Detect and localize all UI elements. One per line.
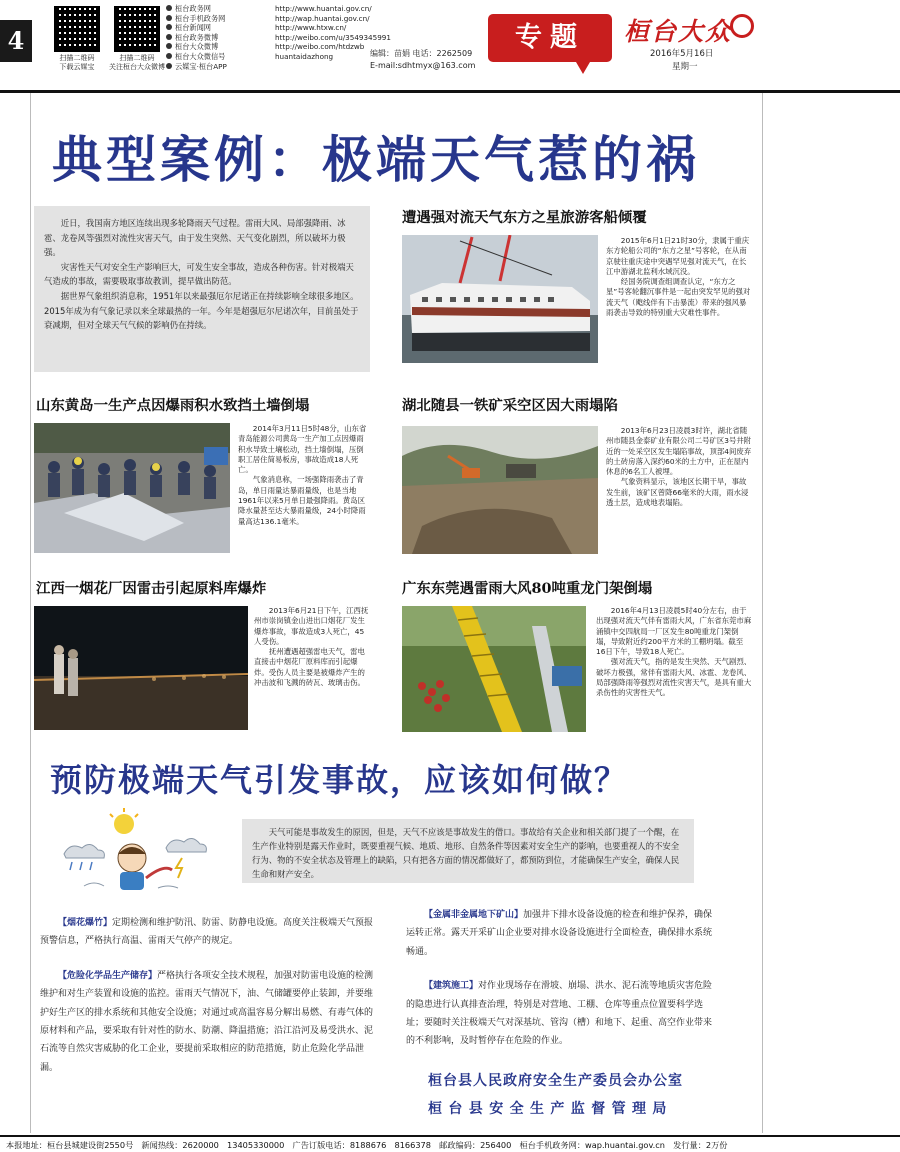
case-body-ship <box>606 236 752 318</box>
bullet-icon <box>166 43 172 49</box>
advice-key: 【危险化学品生产储存】 <box>58 970 158 981</box>
case-body-gantry <box>596 606 752 699</box>
link-name: 云媒宝·桓台APP <box>175 61 227 71</box>
advice-key: 【建筑施工】 <box>424 981 479 992</box>
link-row[interactable] <box>166 23 391 33</box>
case-paragraph: 气象消息称，一场强降雨袭击了青岛，单日雨量达暴雨量级，也是当地1961年以来5月单日最强降雨。黄岛区降水量甚至达大暴雨量级，24小时降雨量高达136.1毫米。 <box>238 475 366 526</box>
link-row[interactable] <box>166 62 391 72</box>
signature-bureau: 桓台县安全生产监督管理局 <box>428 1101 673 1117</box>
section-intro-text: 天气可能是事故发生的原因，但是，天气不应该是事故发生的借口。事故给有关企业和相关部门提了一个醒，在生产作业特别是露天作业时，既要重视气候、地质、地形、自然条件等因素对安全生产的影响，也要重视人的不安全行为、物的不安全状态及管理上的缺陷，只有把各方面的情况都做好了，都预防到位，才能确保生产安全，确保人民生命和财产安全。 <box>252 827 680 879</box>
advice-key: 【烟花爆竹】 <box>58 918 113 928</box>
link-name: 桓台政务网 <box>175 4 211 13</box>
case-paragraph: 2015年6月1日21时30分，隶属于重庆东方轮船公司的“东方之星”号客轮，在从南京驶往重庆途中突遇罕见强对流天气，在长江中游湖北监利水域沉没。 <box>606 236 750 276</box>
brand-logo-text: 桓台大众 <box>624 17 733 46</box>
qr-caption-1 <box>46 54 108 72</box>
footer-rule <box>0 1135 900 1137</box>
case-body-mine <box>606 426 752 508</box>
link-row[interactable] <box>166 14 391 24</box>
link-url: http://weibo.com/u/3549345991 <box>275 32 391 42</box>
photo-fireworks-explosion <box>34 606 248 730</box>
case-title-wall: 山东黄岛一生产点因爆雨积水致挡土墙倒塌 <box>36 397 310 414</box>
link-name: 桓台手机政务网 <box>175 13 226 23</box>
bullet-icon <box>166 24 172 30</box>
case-body-fireworks <box>254 606 370 688</box>
advice-key: 【金属非金属地下矿山】 <box>424 910 524 920</box>
email-line: E-mail:sdhtmyx@163.com <box>370 61 476 70</box>
case-title-ship: 遭遇强对流天气东方之星旅游客船倾覆 <box>402 209 647 226</box>
bullet-icon <box>166 5 172 11</box>
date-text: 2016年5月16日 <box>650 49 714 59</box>
bullet-icon <box>166 53 172 59</box>
weather-cartoon-illustration <box>54 808 214 900</box>
intro-box <box>34 206 370 372</box>
case-paragraph: 抚州遭遇超强雷电天气，雷电直接击中烟花厂原料库而引起爆炸。受伤人员主要是被爆炸产生的冲击波和飞溅的砖瓦、玻璃击伤。 <box>254 647 365 688</box>
case-paragraph: 2013年6月21日下午，江西抚州市崇岗镇金山进出口烟花厂发生爆炸事故，事故造成3人死亡，45人受伤。 <box>254 606 369 646</box>
footer-info: 本报地址：桓台县城建设街2550号 新闻热线：2620000 13405330000 广告订版电话：8188676 8166378 邮政编码：256400 桓台手机政务网：wap.huantai.gov.cn 发行量：2万份 <box>6 1140 728 1150</box>
advice-text: 定期检测和维护防汛、防雷、防静电设施。高度关注极端天气预报预警信息，严格执行高温、雷雨天气停产的规定。 <box>40 918 374 947</box>
intro-paragraph: 灾害性天气对安全生产影响巨大，可发生安全事故，造成各种伤害。针对极端天气造成的事故，需要吸取事故教训，提早做出防范。 <box>44 261 354 287</box>
link-row[interactable] <box>166 33 391 43</box>
link-row[interactable] <box>166 42 391 52</box>
qr2-caption-line2: 关注桓台大众微博 <box>109 63 165 71</box>
advice-left-column <box>40 914 374 1077</box>
frame-left <box>30 93 31 1133</box>
bullet-icon <box>166 34 172 40</box>
link-url: huantaidazhong <box>275 51 334 61</box>
section-title: 预防极端天气引发事故，应该如何做？ <box>50 761 629 799</box>
page-number: 4 <box>0 20 32 62</box>
section-intro-box <box>242 819 694 883</box>
link-row[interactable] <box>166 52 391 62</box>
case-paragraph: 经国务院调查组调查认定，“东方之星”号客轮翻沉事件是一起由突发罕见的强对流天气（飑线伴有下击暴流）带来的强风暴雨袭击导致的特别重大灾难性事件。 <box>606 277 751 318</box>
link-url: http://www.huantai.gov.cn/ <box>275 4 372 13</box>
case-title-fireworks: 江西一烟花厂因雷击引起原料库爆炸 <box>36 580 267 597</box>
case-paragraph: 2013年6月23日凌晨3时许，湖北省随州市随县金泰矿业有限公司二号矿区3号井附近的一处采空区发生塌陷事故，顶部4间废弃的土砖房落入深约60米的土方中，正在屋内休息的6名工人被埋。 <box>606 426 752 477</box>
advice-construction <box>406 977 716 1051</box>
advice-text: 加强井下排水设备设施的检查和维护保养，确保运转正常。露天开采矿山企业要对排水设备设施进行全面检查，确保排水系统畅通。 <box>406 910 713 957</box>
editor-line: 编辑：苗娟 电话：2262509 <box>370 49 473 58</box>
photo-gantry-collapse <box>402 606 586 732</box>
bullet-icon <box>166 63 172 69</box>
case-title-mine: 湖北随县一铁矿采空区因大雨塌陷 <box>402 397 618 414</box>
advice-right-column <box>406 906 716 1051</box>
qr2-caption-line1: 扫描二维码 <box>119 54 155 62</box>
advice-fireworks <box>40 914 374 951</box>
case-paragraph: 2014年3月11日5时48分，山东省青岛能源公司黄岛一生产加工点因爆雨积水导致土壤松动，挡土墙倒塌，压倒职工居住简易板房，事故造成18人死亡。 <box>238 424 367 475</box>
link-name: 桓台新闻网 <box>175 23 211 33</box>
signature-office: 桓台县人民政府安全生产委员会办公室 <box>428 1073 683 1089</box>
intro-paragraph: 近日，我国南方地区连续出现多轮降雨天气过程。雷雨大风、局部强降雨、冰雹、龙卷风等强烈对流性灾害天气，由于发生突然、天气变化剧烈，所以破坏力极强。 <box>44 218 346 258</box>
case-paragraph: 2016年4月13日凌晨5时40分左右，由于出现强对流天气伴有雷雨大风，广东省东莞市麻涌镇中交四航局一厂区发生80吨重龙门架倒塌，导致附近约200平方米的工棚坍塌。截至16日下午，导致18人死亡。 <box>596 606 752 657</box>
brand-logo-icon <box>730 14 754 38</box>
link-name: 桓台政务微博 <box>175 32 219 42</box>
frame-right <box>762 93 763 1133</box>
case-paragraph: 气象资料显示，该地区长期干旱，事故发生前，该矿区曾降66毫米的大雨，雨水浸透土层，造成地表塌陷。 <box>606 477 749 508</box>
link-list <box>166 4 391 71</box>
link-url: http://weibo.com/htdzwb <box>275 42 365 52</box>
bullet-icon <box>166 15 172 21</box>
header-rule <box>0 90 900 93</box>
advice-chemicals <box>40 967 374 1077</box>
intro-paragraph: 据世界气象组织消息称，1951年以来最强厄尔尼诺正在持续影响全球很多地区。2015年成为有气象记录以来全球最热的一年。今年是超强厄尔尼诺次年，目前虽处于衰减期，但对全球天气气候的影响仍在持续。 <box>44 290 359 331</box>
qr1-caption-line1: 扫描二维码 <box>59 54 95 62</box>
photo-capsized-ship <box>402 235 598 363</box>
qr-code-download <box>54 6 100 52</box>
photo-mine-collapse <box>402 426 598 554</box>
section-tag: 专题 <box>488 14 612 62</box>
qr1-caption-line2: 下载云媒宝 <box>59 63 95 71</box>
main-title: 典型案例：极端天气惹的祸 <box>52 131 700 189</box>
weekday-text: 星期一 <box>672 62 698 72</box>
advice-mines <box>406 906 716 961</box>
link-url: http://wap.huantai.gov.cn/ <box>275 13 370 23</box>
link-name: 桓台大众微博 <box>175 42 219 52</box>
link-url: http://www.htxw.cn/ <box>275 23 347 33</box>
qr-caption-2 <box>106 54 168 72</box>
dateline <box>650 48 713 74</box>
advice-text: 严格执行各项安全技术规程，加强对防雷电设施的检测维护和对生产装置和设施的监控。雷雨天气情况下，油、气储罐要停止装卸，并要维护好生产区的排水系统和其他安全设施；对通过或高温容易分解出易燃、有毒气体的原材料和产品，要采取有针对性的防水、防潮、降温措施；沿江沿河及易受洪水、泥石流等自然灾害威胁的化工企业，要提前采取相应的防范措施，防止危险化学品泄漏。 <box>40 970 374 1073</box>
case-body-wall <box>238 424 370 527</box>
link-row[interactable] <box>166 4 391 14</box>
case-paragraph: 强对流天气，指的是发生突然、天气剧烈、破坏力极强，常伴有雷雨大风、冰雹、龙卷风、局部强降雨等强烈对流性灾害天气，是具有重大杀伤性的灾害性天气。 <box>596 657 752 698</box>
qr-code-weibo <box>114 6 160 52</box>
photo-collapsed-wall <box>34 423 230 553</box>
case-title-gantry: 广东东莞遇雷雨大风80吨重龙门架倒塌 <box>402 580 653 597</box>
advice-text: 对作业现场存在滑坡、崩塌、洪水、泥石流等地质灾害危险的隐患进行认真排查治理，特别是对营地、工棚、仓库等重点位置要科学选址；要随时关注极端天气对深基坑、管沟（槽）和地下、起重、高空作业带来的不利影响，及时暂停存在危险的作业。 <box>406 981 713 1047</box>
link-name: 桓台大众微信号 <box>175 51 226 61</box>
editor-info <box>370 48 475 72</box>
